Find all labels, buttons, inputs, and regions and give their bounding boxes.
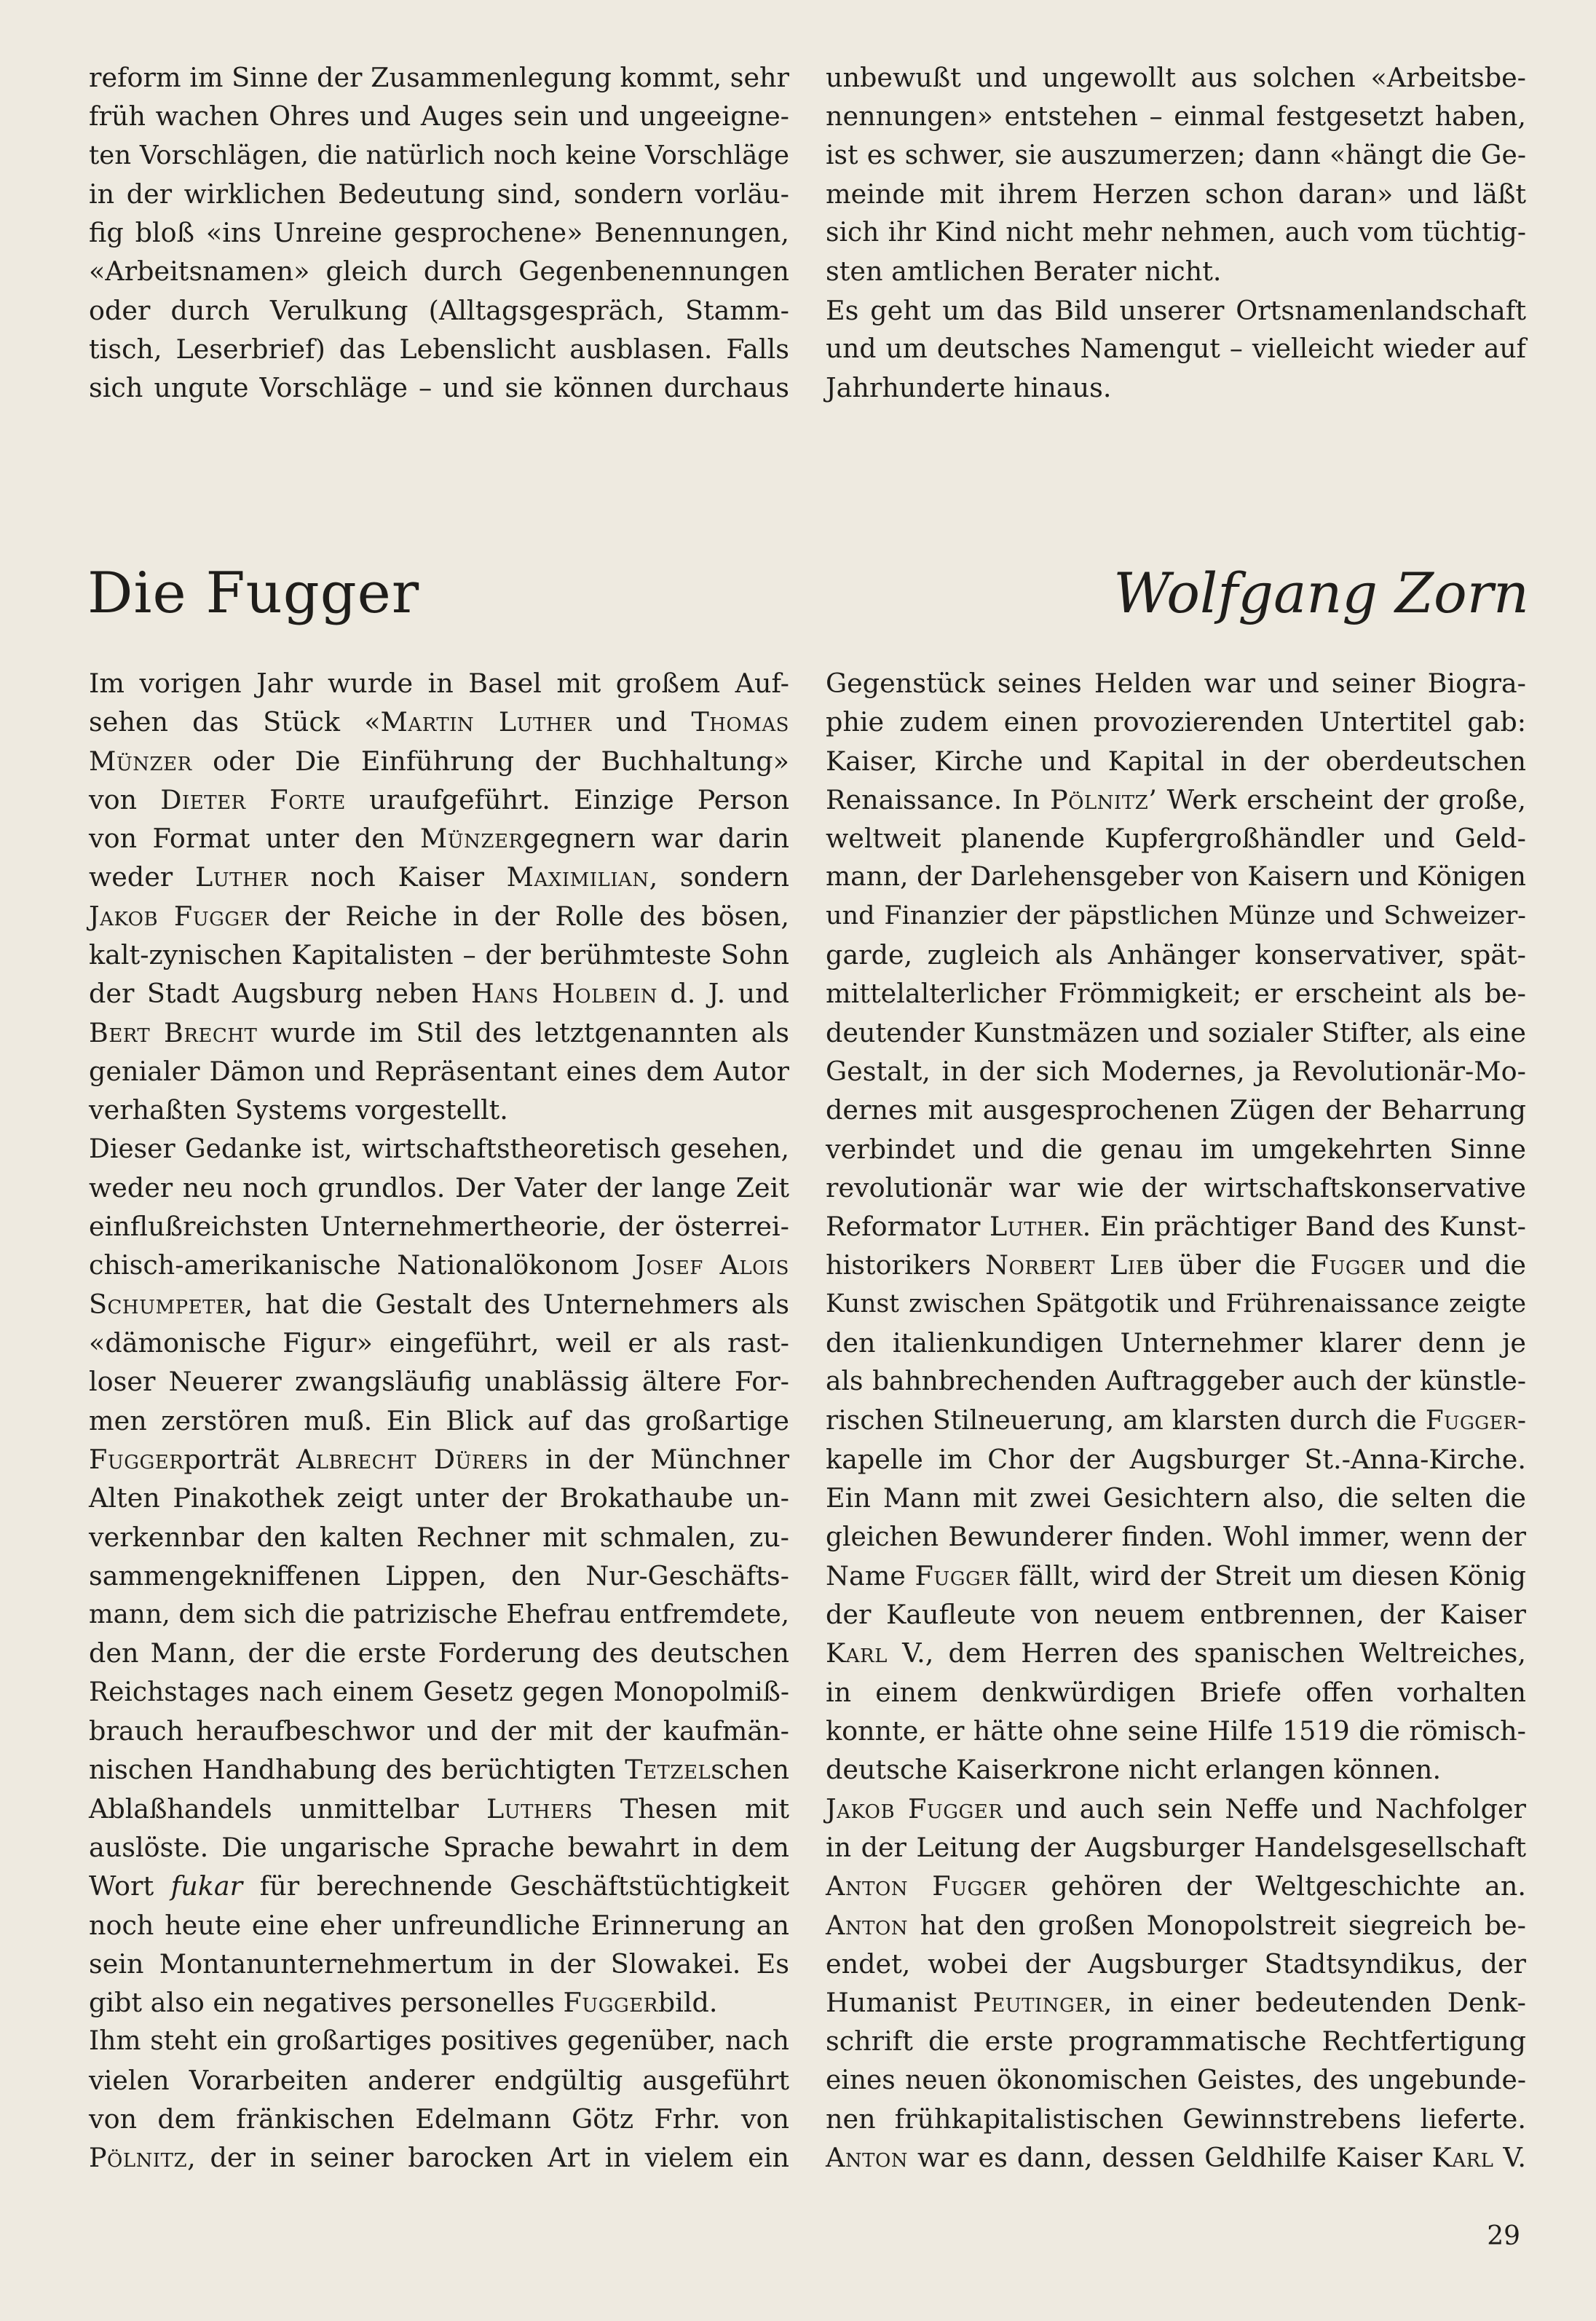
text-line: Schumpeter, hat die Gestalt des Unternehmers als (89, 1288, 789, 1320)
text-line: von dem fränkischen Edelmann Götz Frhr. von (89, 2103, 789, 2135)
text-line: von Format unter den Münzergegnern war darin (89, 823, 789, 855)
text-line: Kaiser, Kirche und Kapital in der oberdeutschen (826, 745, 1526, 777)
text-line: Jakob Fugger und auch sein Neffe und Nachfolger (826, 1792, 1526, 1824)
text-line: mann, dem sich die patrizische Ehefrau entfremdete, (89, 1600, 789, 1630)
text-line: auslöste. Die ungarische Sprache bewahrt in dem (89, 1831, 789, 1863)
person-name: Münzer (419, 823, 524, 855)
text-line: sammengekniffenen Lippen, den Nur-Geschäfts- (89, 1559, 789, 1592)
person-name: Anton Fugger (826, 1870, 1027, 1902)
foreign-word: fukar (170, 1870, 243, 1902)
text-line: men zerstören muß. Ein Blick auf das großartige (89, 1404, 789, 1436)
text-line: Anton hat den großen Monopolstreit siegreich be- (826, 1909, 1526, 1941)
person-name: Luther (989, 1211, 1083, 1243)
text-line: kalt-zynischen Kapitalisten – der berühmteste Sohn (89, 939, 789, 971)
text-line: chisch-amerikanische Nationalökonom Josef Alois (89, 1249, 789, 1281)
text-line: weder neu noch grundlos. Der Vater der lange Zeit (89, 1171, 789, 1203)
person-name: Fugger (914, 1559, 1010, 1592)
text-line: und Finanzier der päpstlichen Münze und Schweizer- (826, 901, 1526, 930)
text-line: gibt also ein negatives personelles Fuggerbild. (89, 1987, 718, 2019)
text-line: sein Montanunternehmertum in der Slowakei. Es (89, 1948, 789, 1980)
text-line: «dämonische Figur» eingeführt, weil er als rast- (89, 1327, 789, 1359)
text-line: «Arbeitsnamen» gleich durch Gegenbenennungen (89, 256, 789, 288)
text-line: sten amtlichen Berater nicht. (826, 256, 1222, 288)
text-line: Humanist Peutinger, in einer bedeutenden Denk- (826, 1987, 1526, 2019)
text-line: deutsche Kaiserkrone nicht erlangen können. (826, 1754, 1442, 1786)
person-name: Bert Brecht (89, 1016, 258, 1048)
text-line: nischen Handhabung des berüchtigten Tetzelschen (89, 1754, 789, 1786)
text-line: der Kaufleute von neuem entbrennen, der Kaiser (826, 1599, 1526, 1631)
text-line: als bahnbrechenden Auftraggeber auch der künstle- (826, 1367, 1526, 1397)
text-line: Ein Mann mit zwei Gesichtern also, die selten die (826, 1482, 1526, 1514)
person-name: Peutinger (973, 1987, 1104, 2019)
person-name: Anton (826, 2142, 909, 2174)
text-line: Reformator Luther. Ein prächtiger Band des Kunst- (826, 1211, 1526, 1243)
text-line: Alten Pinakothek zeigt unter der Brokathaube un- (89, 1482, 789, 1514)
text-line: eines neuen ökonomischen Geistes, des ungebunde- (826, 2065, 1526, 2095)
article-right-column (826, 664, 1526, 2178)
text-line: fig bloß «ins Unreine gesprochene» Benennungen, (89, 217, 789, 249)
person-name: Anton (826, 1909, 909, 1941)
text-line: Anton Fugger gehören der Weltgeschichte an. (826, 1870, 1527, 1902)
person-name: Pölnitz (1050, 783, 1149, 815)
text-line: sehen das Stück «Martin Luther und Thomas (89, 706, 789, 738)
text-line: in der wirklichen Bedeutung sind, sondern vorläu- (89, 178, 789, 210)
person-name: Norbert Lieb (985, 1249, 1164, 1281)
text-line: Pölnitz, der in seiner barocken Art in vielem ein (89, 2142, 789, 2174)
text-line: ist es schwer, sie auszumerzen; dann «hängt die Ge- (826, 140, 1526, 170)
text-line: Ablaßhandels unmittelbar Luthers Thesen mit (89, 1792, 789, 1824)
text-line: Dieser Gedanke ist, wirtschaftstheoretisch gesehen, (89, 1134, 789, 1164)
person-name: Fugger (89, 1443, 184, 1475)
text-line: Reichstages nach einem Gesetz gegen Monopolmiß- (89, 1677, 789, 1707)
person-name: Fugger (563, 1987, 658, 2019)
page-number: 29 (1487, 2221, 1520, 2251)
text-line: Kunst zwischen Spätgotik und Frührenaissance zeigte (826, 1289, 1526, 1318)
person-name: Münzer (89, 745, 192, 777)
text-line: vielen Vorarbeiten anderer endgültig ausgeführt (89, 2064, 789, 2096)
text-line: Jakob Fugger der Reiche in der Rolle des bösen, (89, 900, 789, 932)
text-line: Wort fukar für berechnende Geschäftstüchtigkeit (89, 1870, 789, 1902)
text-line: konnte, er hätte ohne seine Hilfe 1519 die römisch- (826, 1715, 1526, 1747)
text-line: in einem denkwürdigen Briefe offen vorhalten (826, 1676, 1526, 1708)
text-line: gleichen Bewunderer finden. Wohl immer, wenn der (826, 1522, 1526, 1552)
text-line: den italienkundigen Unternehmer klarer denn je (826, 1327, 1526, 1359)
text-line: schrift die erste programmatische Rechtfertigung (826, 2025, 1526, 2057)
text-line: sich ihr Kind nicht mehr nehmen, auch vom tüchtig- (826, 218, 1526, 248)
person-name: Dieter Forte (160, 783, 346, 815)
text-line: genialer Dämon und Repräsentant eines dem Autor (89, 1055, 789, 1087)
text-line: oder durch Verulkung (Alltagsgespräch, Stamm- (89, 294, 789, 326)
text-line: verkennbar den kalten Rechner mit schmalen, zu- (89, 1521, 789, 1553)
article-author: Wolfgang Zorn (1113, 561, 1529, 625)
text-line: Renaissance. In Pölnitz’ Werk erscheint der große, (826, 783, 1527, 815)
person-name: Schumpeter (89, 1288, 245, 1320)
person-name: Fugger (1425, 1405, 1517, 1436)
text-line: ten Vorschlägen, die natürlich noch keine Vorschläge (89, 140, 789, 170)
text-line: Karl V., dem Herren des spanischen Weltreiches, (826, 1637, 1526, 1669)
text-line: einflußreichsten Unternehmertheorie, der österrei- (89, 1211, 789, 1243)
previous-article-left-column (89, 58, 789, 408)
person-name: Jakob Fugger (826, 1792, 1003, 1824)
person-name: Martin Luther (380, 706, 592, 738)
text-line: Jahrhunderte hinaus. (826, 372, 1112, 404)
text-line: Gestalt, in der sich Modernes, ja Revolutionär-Mo- (826, 1055, 1526, 1087)
text-line: meinde mit ihrem Herzen schon daran» und läßt (826, 178, 1526, 210)
text-line: noch heute eine eher unfreundliche Erinnerung an (89, 1909, 789, 1941)
text-line: historikers Norbert Lieb über die Fugger und die (826, 1249, 1526, 1281)
text-line: der Stadt Augsburg neben Hans Holbein d. J. und (89, 978, 789, 1010)
text-line: brauch heraufbeschwor und der mit der kaufmän- (89, 1715, 789, 1747)
text-line: tisch, Leserbrief) das Lebenslicht ausblasen. Falls (89, 333, 789, 365)
text-line: Es geht um das Bild unserer Ortsnamenlandschaft (826, 294, 1526, 326)
text-line: mittelalterlicher Frömmigkeit; er erscheint als be- (826, 978, 1526, 1010)
text-line: früh wachen Ohres und Auges sein und ungeeigne- (89, 100, 789, 133)
previous-article-right-column (826, 58, 1526, 408)
person-name: Maximilian (506, 861, 649, 893)
text-line: unbewußt und ungewollt aus solchen «Arbeitsbe- (826, 62, 1526, 93)
person-name: Josef Alois (635, 1249, 789, 1281)
text-line: Name Fugger fällt, wird der Streit um diesen König (826, 1559, 1527, 1592)
person-name: Fugger (1310, 1249, 1405, 1281)
person-name: Jakob Fugger (89, 900, 269, 932)
text-line: kapelle im Chor der Augsburger St.-Anna-Kirche. (826, 1443, 1526, 1475)
text-line: dernes mit ausgesprochenen Zügen der Beharrung (826, 1094, 1526, 1126)
text-line: von Dieter Forte uraufgeführt. Einzige Person (89, 783, 789, 815)
text-line: rischen Stilneuerung, am klarsten durch die Fugger- (826, 1405, 1526, 1436)
person-name: Luther (194, 861, 288, 893)
text-line: weltweit planende Kupfergroßhändler und Geld- (826, 823, 1526, 855)
text-line: Ihm steht ein großartiges positives gegenüber, nach (89, 2026, 789, 2057)
article-left-column (89, 664, 789, 2178)
text-line: reform im Sinne der Zusammenlegung kommt, sehr (89, 62, 789, 93)
article-title: Die Fugger (87, 561, 420, 626)
text-line: weder Luther noch Kaiser Maximilian, sondern (89, 861, 789, 893)
text-line: nen frühkapitalistischen Gewinnstrebens lieferte. (826, 2103, 1526, 2135)
person-name: Thomas (691, 706, 789, 738)
text-line: Fuggerporträt Albrecht Dürers in der Münchner (89, 1443, 790, 1475)
text-line: verhaßten Systems vorgestellt. (89, 1094, 508, 1126)
text-line: und um deutsches Namengut – vielleicht wieder auf (826, 334, 1526, 365)
text-line: verbindet und die genau im umgekehrten Sinne (826, 1133, 1526, 1165)
person-name: Luthers (486, 1792, 593, 1824)
text-line: Anton war es dann, dessen Geldhilfe Kaiser Karl V. (826, 2142, 1526, 2174)
text-line: deutender Kunstmäzen und sozialer Stifter, als eine (826, 1016, 1526, 1048)
text-line: in der Leitung der Augsburger Handelsgesellschaft (826, 1831, 1526, 1863)
text-line: garde, zugleich als Anhänger konservativer, spät- (826, 939, 1526, 971)
person-name: Albrecht Dürers (296, 1443, 529, 1475)
text-line: Münzer oder Die Einführung der Buchhaltung» (89, 745, 789, 777)
text-line: endet, wobei der Augsburger Stadtsyndikus, der (826, 1948, 1526, 1980)
text-line: Im vorigen Jahr wurde in Basel mit großem Auf- (89, 668, 789, 699)
person-name: Karl (826, 1637, 888, 1669)
text-line: Bert Brecht wurde im Stil des letztgenannten als (89, 1016, 790, 1048)
text-line: Gegenstück seines Helden war und seiner Biogra- (826, 668, 1526, 699)
person-name: Hans Holbein (470, 978, 657, 1010)
text-line: revolutionär war wie der wirtschaftskonservative (826, 1171, 1526, 1203)
person-name: Tetzel (625, 1754, 711, 1786)
text-line: mann, der Darlehensgeber von Kaisern und Königen (826, 862, 1526, 893)
text-line: loser Neuerer zwangsläufig unablässig ältere For- (89, 1366, 789, 1398)
text-line: phie zudem einen provozierenden Untertitel gab: (826, 706, 1526, 738)
text-line: sich ungute Vorschläge – und sie können durchaus (89, 372, 789, 404)
person-name: Pölnitz (89, 2142, 188, 2174)
text-line: nennungen» entstehen – einmal festgesetzt haben, (826, 100, 1526, 133)
text-line: den Mann, der die erste Forderung des deutschen (89, 1637, 789, 1669)
person-name: Karl (1431, 2142, 1494, 2174)
